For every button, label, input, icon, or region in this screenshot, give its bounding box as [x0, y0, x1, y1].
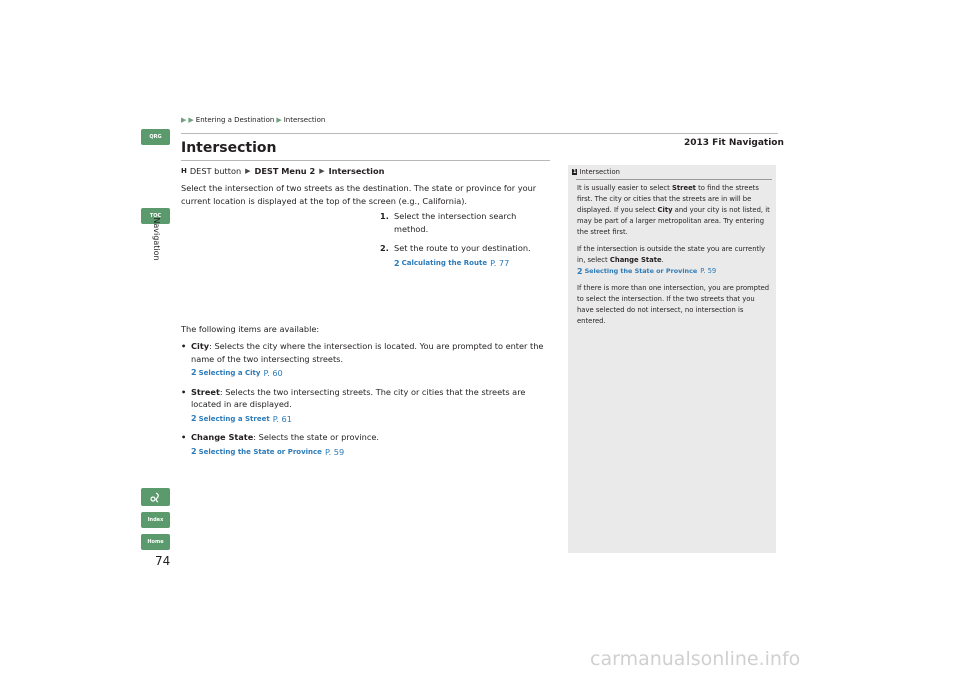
toc-tab[interactable]: TOC — [141, 208, 170, 224]
breadcrumb — [181, 116, 327, 124]
page-title: Intersection — [181, 140, 277, 156]
cross-reference-link[interactable] — [577, 266, 771, 277]
step-item — [380, 210, 550, 236]
step-number: 2. — [380, 243, 389, 253]
path-menu: DEST Menu 2 — [254, 166, 316, 176]
xref-label: Selecting the State or Province — [198, 447, 322, 456]
breadcrumb-arrow-icon: ▶ — [181, 116, 187, 124]
list-item — [181, 340, 551, 380]
bullet: • — [181, 341, 187, 351]
step-number: 1. — [380, 211, 389, 221]
xref-label: Selecting the State or Province — [584, 267, 698, 275]
cross-reference-link[interactable] — [394, 257, 531, 270]
reference-icon: 2 — [394, 259, 400, 268]
manual-title: 2013 Fit Navigation — [684, 138, 784, 148]
step-list — [380, 210, 550, 276]
step-text: Set the route to your destination. — [394, 243, 531, 253]
item-text: : Selects the state or province. — [253, 432, 379, 442]
breadcrumb-arrow-icon: ▶ — [276, 116, 282, 124]
xref-label: Selecting a Street — [198, 414, 270, 423]
path-button: DEST button — [189, 166, 242, 176]
section-label: Navigation — [152, 217, 161, 261]
xref-page: P. 77 — [490, 258, 510, 268]
voice-icon — [150, 491, 162, 503]
step-item — [380, 242, 550, 270]
sidebar-paragraph: If the intersection is outside the state you are currently in, select Change State. — [577, 245, 766, 264]
path-item: Intersection — [328, 166, 385, 176]
sidebar-paragraph: It is usually easier to select Street to find the streets first. The city or cities that the streets are in will be displayed. If you select City and your city is not listed, it may be part of a larger metropolitan area. Try entering the street first. — [577, 184, 770, 236]
title-divider — [181, 160, 550, 161]
item-list — [181, 340, 551, 464]
cross-reference-link[interactable] — [191, 413, 551, 426]
list-item — [181, 386, 551, 426]
sidebar-title: Intersection — [579, 168, 620, 176]
item-text: : Selects the city where the intersection is located. You are prompted to enter the name of the two intersecting streets. — [191, 341, 544, 364]
xref-label: Selecting a City — [198, 369, 261, 377]
reference-icon: 2 — [191, 413, 197, 423]
xref-label: Calculating the Route — [401, 259, 488, 267]
step-text: Select the intersection search method. — [394, 211, 517, 234]
path-arrow-icon: ▶ — [319, 167, 325, 175]
index-tab[interactable]: Index — [141, 512, 170, 528]
qrg-tab[interactable]: QRG — [141, 129, 170, 145]
item-term: City — [191, 341, 210, 351]
reference-icon: 2 — [191, 368, 197, 377]
voice-command-icon[interactable] — [141, 488, 170, 506]
home-tab[interactable]: Home — [141, 534, 170, 550]
items-intro: The following items are available: — [181, 324, 320, 334]
item-term: Change State — [191, 432, 254, 442]
sidebar-paragraph: If there is more than one intersection, you are prompted to select the intersection. If the two streets that you have selected do not intersect, no intersection is entered. — [577, 284, 770, 325]
cross-reference-link[interactable] — [191, 446, 379, 459]
list-item — [181, 431, 551, 458]
sidebar-note — [568, 165, 776, 553]
bullet: • — [181, 386, 187, 397]
xref-page: P. 59 — [324, 446, 345, 457]
xref-page: P. 60 — [263, 368, 283, 378]
watermark: carmanualsonline.info — [590, 648, 801, 670]
breadcrumb-arrow-icon: ▶ — [188, 116, 194, 124]
cross-reference-link[interactable] — [191, 367, 551, 380]
breadcrumb-item[interactable]: Entering a Destination — [195, 116, 275, 124]
reference-icon: 2 — [577, 267, 583, 276]
sidebar-divider — [576, 179, 772, 180]
sidebar-heading — [572, 168, 620, 176]
intro-paragraph: Select the intersection of two streets as the destination. The state or province for your current location is displayed at the top of the screen (e.g., California). — [181, 183, 537, 206]
hotkey-icon: H — [181, 167, 187, 175]
xref-page: P. 59 — [700, 267, 717, 275]
xref-page: P. 61 — [272, 413, 292, 424]
note-number-icon: 1 — [573, 169, 577, 175]
item-term: Street — [191, 386, 220, 397]
menu-path — [181, 166, 384, 176]
sidebar-body — [577, 183, 771, 333]
item-text: : Selects the two intersecting streets. The city or cities that the streets are located in are displayed. — [191, 386, 526, 409]
reference-icon: 2 — [191, 446, 197, 456]
bullet: • — [181, 432, 187, 442]
path-arrow-icon: ▶ — [245, 167, 251, 175]
breadcrumb-item[interactable]: Intersection — [283, 116, 326, 124]
header-divider — [181, 133, 778, 134]
page-number: 74 — [155, 554, 171, 568]
